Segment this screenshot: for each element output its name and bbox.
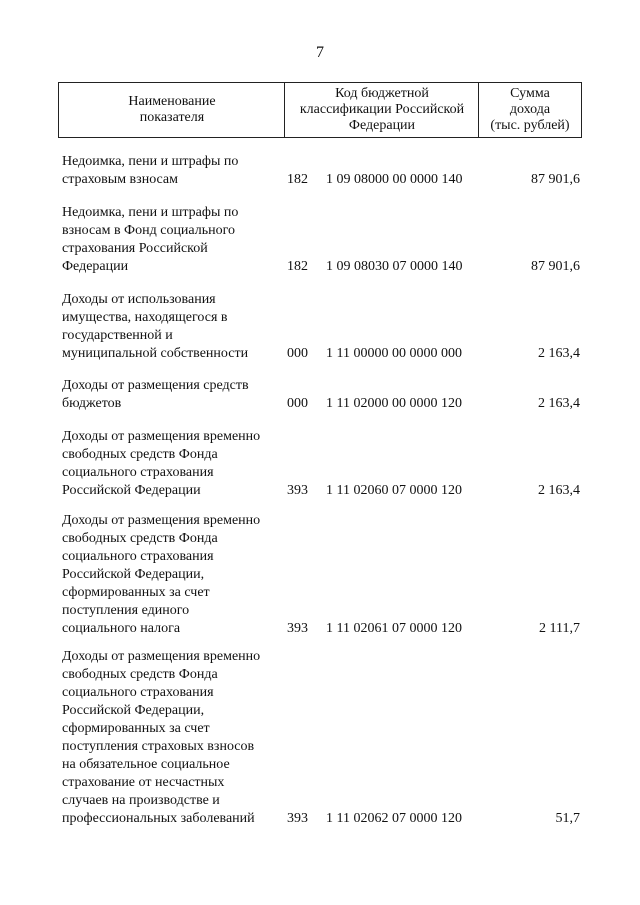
row-classification-code: 1 11 02060 07 0000 120 xyxy=(326,483,462,498)
row-name: Недоимка, пени и штрафы по страховым взносам xyxy=(62,154,239,187)
row-classification-code: 1 11 02061 07 0000 120 xyxy=(326,621,462,636)
row-admin-code: 393 xyxy=(287,483,308,498)
row-admin-code: 000 xyxy=(287,346,308,361)
row-amount: 51,7 xyxy=(555,811,580,826)
row-admin-code: 393 xyxy=(287,811,308,826)
row-amount: 2 163,4 xyxy=(538,346,580,361)
table-row xyxy=(0,283,640,363)
table-row xyxy=(0,370,640,413)
row-name: Доходы от размещения временно свободных средств Фонда социального страхования Российской Федерации, сформированных за счет поступления страховых взносов на обязательное социальное страхование от несчастных случаев на производстве и профессиональных заболеваний xyxy=(62,649,261,826)
table-header xyxy=(58,82,582,138)
row-name: Доходы от размещения средств бюджетов xyxy=(62,378,249,411)
row-name: Недоимка, пени и штрафы по взносам в Фонд социального страхования Российской Федерации xyxy=(62,205,239,274)
row-admin-code: 182 xyxy=(287,172,308,187)
row-amount: 87 901,6 xyxy=(531,172,580,187)
header-code-column: Код бюджетной классификации Российской Федерации xyxy=(284,83,479,137)
row-amount: 2 163,4 xyxy=(538,483,580,498)
row-amount: 2 163,4 xyxy=(538,396,580,411)
row-classification-code: 1 09 08000 00 0000 140 xyxy=(326,172,463,187)
table-row xyxy=(0,196,640,276)
row-classification-code: 1 11 00000 00 0000 000 xyxy=(326,346,462,361)
table-row xyxy=(0,507,640,638)
row-name: Доходы от размещения временно свободных средств Фонда социального страхования Российской Федерации xyxy=(62,429,261,498)
row-name: Доходы от размещения временно свободных средств Фонда социального страхования Российской Федерации, сформированных за счет поступления единого социального налога xyxy=(62,513,261,636)
row-admin-code: 000 xyxy=(287,396,308,411)
row-admin-code: 182 xyxy=(287,259,308,274)
table-row xyxy=(0,420,640,500)
row-classification-code: 1 09 08030 07 0000 140 xyxy=(326,259,463,274)
row-classification-code: 1 11 02000 00 0000 120 xyxy=(326,396,462,411)
page-number: 7 xyxy=(316,44,324,61)
header-name-column: Наименование показателя xyxy=(58,83,285,137)
header-sum-column: Сумма дохода (тыс. рублей) xyxy=(478,83,582,137)
row-amount: 2 111,7 xyxy=(539,621,580,636)
table-row xyxy=(0,146,640,189)
table-row xyxy=(0,645,640,828)
row-classification-code: 1 11 02062 07 0000 120 xyxy=(326,811,462,826)
row-admin-code: 393 xyxy=(287,621,308,636)
row-amount: 87 901,6 xyxy=(531,259,580,274)
row-name: Доходы от использования имущества, находящегося в государственной и муниципальной собственности xyxy=(62,292,249,361)
